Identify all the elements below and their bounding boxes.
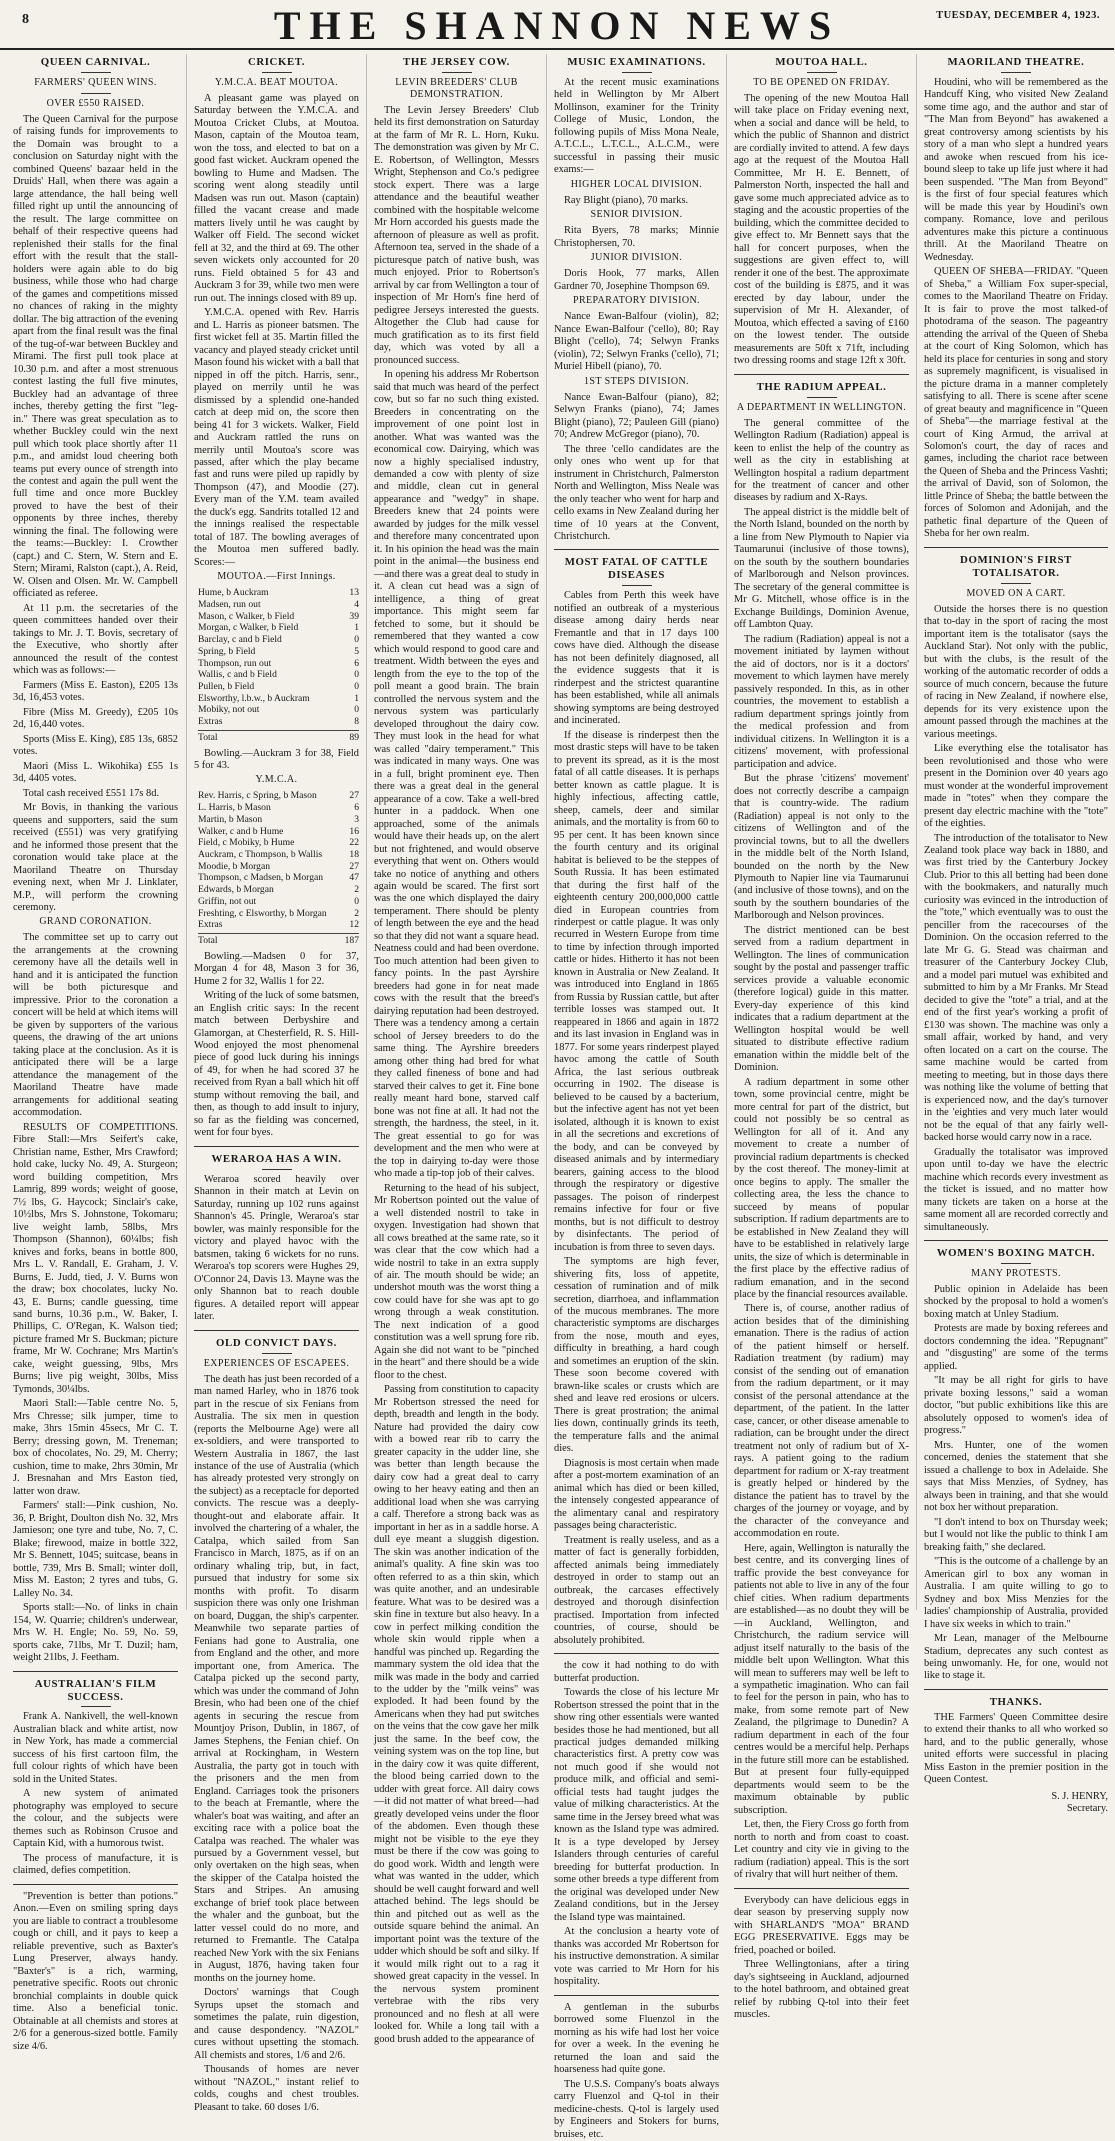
article-paragraph: The district mentioned can be best served from a radium department in Wellington. The lines of communication sought by the postal and passenger traffic services provide a valuable economic (therefore logical) guide in this matter. Every-day experience of this kind indicates that a radium department at the Wellington hospital would be well situated to distribute effective radium emanation within the middle belt of the Dominion. xyxy=(734,924,909,1074)
score-row: Griffin, not out 0 xyxy=(198,895,359,907)
divider xyxy=(1001,1263,1031,1264)
score-row: Morgan, c Walker, b Field 1 xyxy=(198,622,359,634)
score-row: Thompson, c Madsen, b Morgan 47 xyxy=(198,872,359,884)
article-paragraph: the cow it had nothing to do with butterfat production. xyxy=(554,1660,719,1684)
score-row: Extras 12 xyxy=(198,919,359,931)
divider xyxy=(1001,583,1031,584)
article-paragraph: Mrs. Hunter, one of the women concerned, denies the statement that she issued a challenge to box in Adelaide. She says that Miss Menzies, of Sydney, has always been in training, and that she would not box her without preparation. xyxy=(924,1439,1108,1514)
score-row: Mason, c Walker, b Field 39 xyxy=(198,610,359,622)
division-results: Rita Byers, 78 marks; Minnie Christophersen, 70. xyxy=(554,225,719,249)
score-row: Wallis, c and b Field 0 xyxy=(198,669,359,681)
score-row: Spring, b Field 5 xyxy=(198,645,359,657)
boxing-subheadline: MANY PROTESTS. xyxy=(971,1267,1061,1279)
column-1 xyxy=(6,54,185,2052)
section-divider xyxy=(554,549,719,550)
divider xyxy=(81,93,111,94)
score-row: Hume, b Auckram 13 xyxy=(198,587,359,599)
score-row: Rev. Harris, c Spring, b Mason 27 xyxy=(198,790,359,802)
article-paragraph: The general committee of the Wellington Radium (Radiation) appeal is keen to enlist the help of the country as well as the city in establishing at Wellington hospital a radium department for the treatment of cancer and other diseases by radium and X-Rays. xyxy=(734,417,909,504)
convict-subheadline: EXPERIENCES OF ESCAPEES. xyxy=(203,1357,350,1369)
column-5 xyxy=(726,54,916,2021)
article-paragraph: Here, again, Wellington is naturally the best centre, and its converging lines of traffic provide the best conveyance for patients not able to live in any of the four chief cities. When radium departments are established—as no doubt they will be—in Auckland, Wellington, and Christchurch, the radium service will adjust itself naturally to the basis of the middle belt upon Wellington. What this will mean to sufferers may well be left to a sympathetic imagination. Who can fail to feel for the person in pain, who has to make, from some remote part of New Zealand, the pilgrimage to Dunedin? A radium department in each of the four centres would be a merciful help. Perhaps in the future still more can be established. But at present four fully-equipped departments would seem to be the maximum obtainable by public subscription. xyxy=(734,1542,909,1816)
cattle-headline: MOST FATAL OF CATTLE DISEASES xyxy=(564,556,709,582)
thanks-headline: THANKS. xyxy=(989,1695,1043,1708)
article-paragraph: The appeal district is the middle belt of the North Island, bounded on the north by a line from New Plymouth to Napier via Taumarunui (inclusive of those towns), on the south by the southern boundaries of Marlborough and Nelson provinces. The secretary of the general committee is Mr G. Mitchell, whose office is in the Exchange Buildings, Dominion Avenue, off Lambton Quay. xyxy=(734,506,909,631)
cricket-headline: CRICKET. xyxy=(247,56,306,68)
carnival-headline: QUEEN CARNIVAL. xyxy=(40,56,151,68)
score-row: L. Harris, b Mason 6 xyxy=(198,802,359,814)
article-paragraph: Like everything else the totalisator has been revolutionised and those who were present in the Dominion over 40 years ago must wonder at the wonderful improvement made in "totes" when they compare the present day electric machine with the "tote" of the eighties. xyxy=(924,743,1108,830)
article-paragraph: Returning to the head of his subject, Mr Robertson pointed out the value of a well distended nostril to take in oxygen. Investigation had shown that all cows breathed at the same rate, so it was clear that the cow which had a wide nostril to take in an extra supply of air. The mouth should be wide; an undershot mouth was the worst thing a cow could have for she was apt to go wrong through a weak constitution. The next indication of a good constitution was a well sprung fore rib. Again she did not want to be "pinched in the heart" and there should be a wide floor to the chest. xyxy=(374,1182,539,1381)
article-paragraph: Farmers' stall:—Pink cushion, No. 36, P. Bright, Doulton dish No. 32, Mrs Jamieson; one tyre and tube, No. 7, C. Blake; firewood, maize in bottle 322, Mr S. Bennett, 1045; suitcase, beans in bottle, 739, Mrs B. Small; winter doll, Miss M. Easton; 2 tyres and tubs, G. Lalley No. 34. xyxy=(13,1500,178,1599)
article-paragraph: A new system of animated photography was employed to secure the colour, and the subjects were themes such as Robinson Crusoe and Captain Kid, with a humorous twist. xyxy=(13,1788,178,1850)
article-paragraph: The radium (Radiation) appeal is not a movement initiated by laymen without the aid of doctors, nor is it a doctors' movement to which laymen have merely passively responded. In this, as in other countries, the movement to establish a radium department springs jointly from the medical profession and from individual citizens. In Wellington it is a citizens' movement, with professional participation and advice. xyxy=(734,633,909,770)
article-paragraph: Outside the horses there is no question that to-day in the sport of racing the most important item is the totalisator (says the Auckland Star). Not only with the public, but with the clubs, is the result of the working of the automatic recorder of odds a source of much concern, because the future of racing in New Zealand, if nowhere else, depends for its very existence upon the amount passed through the machines at the various meetings. xyxy=(924,603,1108,740)
advertisement: "Prevention is better than potions." Anon.—Even on smiling spring days you are liable to contract a troublesome cough or chill, and it pays to keep a reliable preventive, such as Baxter's Lung Preserver, always handy. "Baxter's" is a rich, warming, penetrative specific. Roots out chronic bronchial complaints in double quick time. Also a beneficial tonic. Obtainable at all chemists and stores at 2/6 for a generous-sized bottle. Family size 4/6. xyxy=(13,1890,178,2052)
score-row: Elsworthy, l.b.w., b Auckram 1 xyxy=(198,692,359,704)
score-row: Thompson, run out 6 xyxy=(198,657,359,669)
signature-name: S. J. HENRY, xyxy=(1051,1790,1108,1802)
article-paragraph: The process of manufacture, it is claimed, defies competition. xyxy=(13,1852,178,1877)
article-paragraph: "I don't intend to box on Thursday week; but I would not like the public to think I am breaking faith," she declared. xyxy=(924,1516,1108,1553)
issue-date: TUESDAY, DECEMBER 4, 1923. xyxy=(936,10,1100,21)
article-paragraph: Let, then, the Fiery Cross go forth from north to north and from coast to coast. Let country and city vie in giving to the radium (radiation) appeal. This is the sort of rivalry that will hurt neither of them. xyxy=(734,1819,909,1881)
article-paragraph: Cables from Perth this week have notified an outbreak of a mysterious disease among dairy herds near Fremantle and that in 17 days 100 cows have died. Although the disease has not been definitely diagnosed, all the evidence suggests that it is rinderpest and the strictest quarantine has been established, while all animals showing symptoms are being destroyed and incinerated. xyxy=(554,590,719,727)
article-paragraph: Mr Lean, manager of the Melbourne Stadium, deprecates any such contest as being unwomanly. He, for one, would not like to stage it. xyxy=(924,1633,1108,1682)
column-3 xyxy=(366,54,546,2045)
score-row: Mobiky, not out 0 xyxy=(198,704,359,716)
divider xyxy=(81,1706,111,1707)
advertisement: Doctors' warnings that Cough Syrups upset the stomach and sometimes the palate, ruin digestion, and cause despondency. "NAZOL" cures without upsetting the stomach. All chemists and stores, 1/6 and 2/6. xyxy=(194,1987,359,2061)
article-paragraph: The symptoms are high fever, shivering fits, loss of appetite, cessation of rumination and of milk secretion, diarrhoea, and inflammation of the mucous membranes. The more characteristic symptoms are discharges from the nose, mouth and eyes, difficulty in breathing, a hard cough and sometimes an eruption of the skin. These soon become covered with brawn-like scales or crusts which are shed and leave red erosions or ulcers. There is great prostration; the animal lies down, continually grinds its teeth, the temperature falls and the animal dies. xyxy=(554,1256,719,1455)
article-paragraph: The Queen Carnival for the purpose of raising funds for improvements to the Domain was brought to a conclusion on Saturday night with the combined Queens' bazaar held in the Druids' Hall, when there was again a large attendance, the hall being well filled right up until the announcing of the result. The large committee on behalf of their respective queens had replenished their stalls for the final effort with the result that the stall-holders were again able to do big business, while those who had charge of the games and competitions missed no chances of raking in the mighty dollar. The big attraction of the evening apart from the final result was the final of the tug-of-war between Buckley and Mirami. The first pull took place at 10.30 p.m. and after a most strenuous contest lasting the full five minutes, Buckley had an advantage of three inches, thereby getting the first "leg-in." There was great speculation as to whether Buckley could win the next pull which took place shortly after 11 p.m., and amidst loud cheering both teams put every ounce of strength into the contest and again the pull went the full time and once more Buckley proved to have the best of their opponents by three inches, thereby winning the final. The following were the teams:—Buckley: I. Crowther (capt.) and C. Stern, W. Stern and E. Stern; Mirami, Ralston (capt.), A. Reid, W. Olsen and Olsen. Mr. W. Campbell officiated as referee. xyxy=(13,113,178,600)
advertisement: Three Wellingtonians, after a tiring day's sightseeing in Auckland, adjourned to the hotel bathroom, and obtained great relief by rubbing Q-tol into their feet muscles. xyxy=(734,1959,909,2021)
article-paragraph: Maori Stall:—Table centre No. 5, Mrs Chresse; silk jumper, time to make, 3hrs 15min 45secs, Mr C. T. Berry; dressing gown, M. Treneman; box of chocolates, No. 29, M. Cherry; cushion, time to make, 2hrs 30min, Mr J. Bresnahan and Mrs Easton tied, latter won draw. xyxy=(13,1398,178,1497)
division-heading: HIGHER LOCAL DIVISION. xyxy=(570,178,703,190)
scorecard-heading: MOUTOA.—First Innings. xyxy=(217,571,336,583)
article-paragraph: At the recent music examinations held in Wellington by Mr Albert Mollinson, examiner for the Trinity College of Music, London, the following pupils of Miss Mona Neale, A.T.C.L., L.T.C.L., A.L.C.M., were successful in passing their music exams:— xyxy=(554,76,719,176)
tote-subheadline: MOVED ON A CART. xyxy=(966,587,1066,599)
article-paragraph: At the conclusion a hearty vote of thanks was accorded Mr Robertson for his instructive demonstration. A similar vote was carried to Mr Horn for his hospitality. xyxy=(554,1926,719,1988)
article-paragraph: Diagnosis is most certain when made after a post-mortem examination of an animal which has died or been killed, the intensely congested appearance of the alimentary canal and respiratory passages being characteristic. xyxy=(554,1457,719,1532)
signature-block xyxy=(924,1791,1108,1816)
weraroa-headline: WERAROA HAS A WIN. xyxy=(211,1152,342,1165)
division-results: Nance Ewan-Balfour (piano), 82; Selwyn Franks (piano), 74; James Blight (piano), 72; Pauleen Gill (piano) 70; Andrew McGregor (piano), 70. xyxy=(554,391,719,441)
advertisement: Everybody can have delicious eggs in dear season by preserving supply now with SHARLAND'S "MOA" BRAND EGG PRESERVATIVE. Eggs may be fried, poached or boiled. xyxy=(734,1894,909,1956)
result-line: Total cash received £551 17s 8d. xyxy=(23,787,160,799)
hall-headline: MOUTOA HALL. xyxy=(775,56,868,68)
article-paragraph: Towards the close of his lecture Mr Robertson stressed the point that in the show ring other essentials were wanted besides those he had mentioned, but all practical judges demanded milking characteristics first. A pretty cow was not much good if she would not produce milk, and official and semi-official tests had taught judges the value of milking characteristics. At the same time in the Jersey breed what was known as the Island type was admired. It is a type developed by Jersey Islanders through centuries of careful breeding for butterfat production. In some other breeds a type different from the original was developed under New Zealand conditions, but in the Jersey the Island type was maintained. xyxy=(554,1687,719,1923)
divider xyxy=(81,72,111,73)
cricket-subheadline: Y.M.C.A. BEAT MOUTOA. xyxy=(214,76,339,88)
divider xyxy=(262,1353,292,1354)
section-divider xyxy=(924,1689,1108,1690)
advertisement: A gentleman in the suburbs borrowed some Fluenzol in the morning as his wife had lost her voice for over a week. In the evening he returned the loan and said the hoarseness had quite gone. xyxy=(554,2001,719,2076)
score-total: Total 187 xyxy=(198,934,359,946)
coronation-subheadline: GRAND CORONATION. xyxy=(39,916,152,928)
page-number: 8 xyxy=(22,12,29,27)
column-4 xyxy=(546,54,726,2140)
boxing-headline: WOMEN'S BOXING MATCH. xyxy=(936,1247,1096,1259)
article-paragraph: Protests are made by boxing referees and doctors condemning the idea. "Repugnant" and "disgusting" are some of the terms applied. xyxy=(924,1323,1108,1372)
newspaper-title: THE SHANNON NEWS xyxy=(273,3,841,48)
article-paragraph: Y.M.C.A. opened with Rev. Harris and L. Harris as pioneer batsmen. The first wicket fell at 35. Martin filled the vacancy and played steady cricket until Mason found his wicket with a ball that nipped in off the pitch. Harris, senr., played on merrily until he was dismissed by a splendid one-handed catch at deep mid on, the score then being 41 for 3 wickets. Walker, Field and Auckram rattled the runs on merrily until Moutoa's score was passed, after which the play became fast and runs were piled up rapidly by Thompson (47), and Moodie (27). Every man of the Y.M. team availed the duck's egg. Sandrits totalled 12 and the innings realised the respectable total of 187. The bowling averages of the Moutoa men suffered badly. Scores:— xyxy=(194,307,359,568)
section-divider xyxy=(554,1653,719,1654)
division-heading: 1ST STEPS DIVISION. xyxy=(584,375,689,387)
article-paragraph: The opening of the new Moutoa Hall will take place on Friday evening next, when a social and dance will be held, to which the public of Shannon and district are cordially invited to attend. A few days ago at the request of the Moutoa Hall Committee, Mr H. E. Bennett, of Palmerston North, inspected the hall and gave some much appreciated advice as to staging and the acoustic properties of the building, which the committee decided to give effect to. Mr Bennett says that the hall for concert purposes, when the suggestions are given effect to, will render it one of the best. The approximate cost of the building is £875, and it was erected by day labour, under the supervision of Mr H. Alexander, of Moutoa, which effected a saving of £160 on the lowest tender. The outside measurements are 50ft x 71ft, including two dressing rooms and stage 12ft x 30ft. xyxy=(734,92,909,367)
jersey-subheadline: LEVIN BREEDERS' CLUB DEMONSTRATION. xyxy=(395,76,518,100)
result-line: Farmers (Miss E. Easton), £205 13s 3d, 16,453 votes. xyxy=(13,679,178,704)
carnival-subheadline-2: OVER £550 RAISED. xyxy=(46,97,145,109)
article-paragraph: "It may be all right for girls to have private boxing lessons," said a woman doctor, "but public exhibitions like this are absolutely opposed to women's idea of progress." xyxy=(924,1375,1108,1437)
article-paragraph: Frank A. Nankivell, the well-known Australian black and white artist, now in New York, has made a commercial success of his first cartoon film, the full colour rights of which have been sold in the United States. xyxy=(13,1711,178,1785)
article-paragraph: The death has just been recorded of a man named Harley, who in 1876 took part in the rescue of six Fenians from Australia. The six men in question (reports the Melbourne Age) were all ex-soldiers, and were transported to Western Australia in 1867, the last instance of the use of Australia (which has already protested very strongly on the subject) as a receptacle for deported convicts. The rescue was a deeply-thought-out and elaborate affair. It involved the chartering of a whaler, the Catalpa, which sailed from San Francisco in March, 1875, as if on an ordinary whaling trip, but, in fact, pursued that industry for some six months with profit. To disarm suspicion there was only one Irishman on board, Duggan, the ship's carpenter. Meanwhile two separate parties of Fenians had gone to Australia, one from England and the other, and more important one, from America. The Catalpa picked up the second party, which was under the command of John Bresin, who had been one of the chief agents in securing the rescue from Mountjoy Prison, Dublin, in 1867, of James Stephens, the Fenian chief. On arrival at Rockingham, in Western Australia, the party got in touch with the prisoners and the men from England. Carriages took the prisoners to the beach at Fremantle, where the whaler's boat was waiting, and after an exciting race with a police boat the Catalpa was reached. The whaler was pursued by a Government vessel, but only overtaken on the high seas, when the skipper of the Catalpa hoisted the Stars and Stripes. An amusing exchange of brief took place between the whaler and the gunboat, but the latter vessel could do no more, and returned to Fremantle. The Catalpa reached New York with the six Fenians in August, 1876, having taken four months on the journey home. xyxy=(194,1373,360,1984)
division-results: Nance Ewan-Balfour (violin), 82; Nance Ewan-Balfour ('cello), 80; Ray Blight ('cello), 74; Selwyn Franks (violin), 72; Selwyn Franks ('cello), 71; Muriel Hibell (piano), 70. xyxy=(554,311,719,373)
divider xyxy=(807,72,837,73)
ymca-scorecard xyxy=(198,790,359,946)
section-divider xyxy=(924,547,1108,548)
article-paragraph: There is, of course, another radius of action besides that of the diminishing emanation. There is the radius of action of the patient himself or herself. Radiation treatment (by radium) may consist of the sending out of emanation from the radium department, or it may consist of the personal attendance at the department, of the patient. In the latter case, cancer, or other disease amenable to radiation, can be brought under the direct treatment not only of radium but of X-rays. A patient going to the radium department for radium or X-ray treatment is greatly helped or hindered by the distance the patient has to travel by the charges of the journey or voyage, and by the character of the conveyance and accommodation en route. xyxy=(734,1303,909,1540)
radium-headline: THE RADIUM APPEAL. xyxy=(756,380,887,393)
jersey-headline: THE JERSEY COW. xyxy=(403,56,510,68)
score-total: Total 89 xyxy=(198,731,359,743)
tote-headline: DOMINION'S FIRST TOTALISATOR. xyxy=(960,553,1072,579)
section-divider xyxy=(924,1240,1108,1241)
score-row: Field, c Mobiky, b Hume 22 xyxy=(198,837,359,849)
divider xyxy=(262,72,292,73)
score-row: Madsen, run out 4 xyxy=(198,599,359,611)
bowling-summary: Bowling.—Madsen 0 for 37, Morgan 4 for 48, Mason 3 for 36, Hume 2 for 32, Wallis 1 for 22. xyxy=(194,950,359,987)
article-paragraph: Gradually the totalisator was improved upon until to-day we have the electric machine which records every investment as the ticket is issued, and no matter how many tickets are taken on a horse at the same moment all are recorded correctly and simultaneously. xyxy=(924,1146,1108,1233)
divider xyxy=(262,1169,292,1170)
score-row: Edwards, b Morgan 2 xyxy=(198,884,359,896)
article-paragraph: The introduction of the totalisator to New Zealand took place way back in 1880, and was first tried by the Canterbury Jockey Club. Prior to this all betting had been done with the bookmakers, and naturally much curiosity was evinced in the introduction of the "tote," which eventually was to oust the penciller from the racecourses of the Dominion. On the occasion referred to the late Mr G. G. Stead was chairman and treasurer of the Canterbury Jockey Club, and a model pari mutuel was exhibited and submitted to him by a Mr Franks. Mr Stead decided to give the "tote" a trial, and at the end of the first year's working a profit of £130 was shown. The machine was only a small affair, worked by hand, and very often located on a cart on the course. The same machine would be carted from meeting to meeting, but in those days there was nothing like the volume of betting that is experienced now, and the day's turnover in the 'eighties and very much later would not be the equal of that any fairly well-backed horse would carry now in a race. xyxy=(924,832,1108,1144)
film-headline: AUSTRALIAN'S FILM SUCCESS. xyxy=(34,1677,157,1703)
scorecard-heading: Y.M.C.A. xyxy=(255,774,298,786)
article-paragraph: If the disease is rinderpest then the most drastic steps will have to be taken to prevent its spread, as it is the most fatal of all cattle diseases. It is perhaps better known as cattle plague. It is highly infectious, affecting cattle, sheep, camels, deer and similar animals, and the mortality is from 60 to 95 per cent. It has been known since the fourth century and its original habitat is believed to be the steppes of South Russia. It has been estimated that during the first half of the eighteenth century 200,000,000 cattle died in European countries from rinderpest or cattle plague. It was only recurred in Western Europe from time to time by infection through imported cattle or hides. Hitherto it has not been known in Australia or New Zealand. It was introduced into England in 1865 from Russia by Russian cattle, but after terrible losses was stamped out. It reappeared in 1866 and again in 1872 and its last invasion in England was in 1877. For some years rinderpest played havoc among the cattle of South Africa, the last serious outbreak occurring in 1902. The disease is believed to be caused by a bacterium, but the infective agent has not yet been isolated, although it is known to exist in all the secretions and excretions of the body, and can be conveyed by diseased animals and by intermediary bearers, gaining access to the blood through the respiratory or digestive passages. The poison of rinderpest remains infective for four or five months, but is not difficult to destroy by disinfectants. The period of incubation is from three to seven days. xyxy=(554,729,719,1253)
article-paragraph: RESULTS OF COMPETITIONS. Fibre Stall:—Mrs Seifert's cake, Christian name, Esther, Mrs Crawford; hold cake, lucky No. 49, A. Sturgeon; word building competition, Mrs Lamrig, 899 words; weight of goose, 7½ lbs, G. Haycock; Sinclair's cake, 10½lbs, Mrs S. Johnstone, Tokomaru; live weight lamb, 58lbs, Mrs Thompson (Shannon), 60¼lbs; fish knives and forks, beans in bottle 800, Mrs L. V. Randall, E. Graham, J. V. Burns, E. Judd, tied, J. V. Burns won the draw; box chocolates, lucky No. 43, E. Burns; candle guessing, time sand burns, 10.36 p.m., W. Baker, I. Phillips, C. O'Regan, K. Walson tied; picture framed Mr S. Buckman; picture frame, Mr W. Cochrane; Mrs Martin's cake, weight guessing, 9lbs, Mrs Burns; live pig weight, 30lbs, Miss Tymonds, 30¼lbs. xyxy=(13,1121,178,1395)
article-paragraph: Houdini, who will be remembered as the Handcuff King, who visited New Zealand some time ago, and the author and star of "The Man from Beyond" has awakened a great controversy among scientists by his story of a man who slept a hundred years and awoke when rescued from his ice-bound sleep to take up life just where it had been suspended. "The Man from Beyond" is the first of four special features which will be made this year by Houdini's own company. Romance, love and perilous adventures make this picture a continuous thrill. At the Maoriland Theatre on Wednesday. xyxy=(924,76,1108,263)
article-paragraph: The committee set up to carry out the arrangements at the crowning ceremony have all the details well in hand and it is anticipated the function will be both picturesque and impressive. Prior to the coronation a concert will be held at which items will be given by supporters of the various queens, the drawing of the art unions taking place at the conclusion. As it is anticipated there will be a large attendance the management of the Maoriland Theatre have made arrangements for additional seating accommodation. xyxy=(13,932,178,1119)
section-divider xyxy=(554,1995,719,1996)
divider xyxy=(1001,72,1031,73)
advertisement: The U.S.S. Company's boats always carry Fluenzol and Q-tol in their medicine-chests. Q-tol is largely used by Engineers and Stokers for burns, bruises, etc. xyxy=(554,2078,719,2140)
article-paragraph: Public opinion in Adelaide has been shocked by the proposal to hold a women's boxing match at Unley Stadium. xyxy=(924,1283,1108,1320)
score-row: Barclay, c and b Field 0 xyxy=(198,634,359,646)
article-paragraph: But the phrase 'citizens' movement' does not correctly describe a campaign that is country-wide. The radium (Radiation) appeal is not only to the citizens of Wellington and of the provincial towns, but to all the dwellers in the middle belt of the North Island, bounded on the north by the New Plymouth to Napier line via Taumarunui (and inclusive of those towns), and on the south by the southern boundaries of the Marlborough and Nelson provinces. xyxy=(734,773,909,922)
convict-headline: OLD CONVICT DAYS. xyxy=(216,1336,337,1349)
thanks-notice: THE Farmers' Queen Committee desire to extend their thanks to all who worked so hard, and to the public generally, whose united efforts were successful in placing Miss Easton in the premier position in the Queen Contest. xyxy=(924,1711,1108,1786)
section-divider xyxy=(194,1146,359,1147)
score-row: Walker, c and b Hume 16 xyxy=(198,825,359,837)
article-paragraph: Mr Bovis, in thanking the various queens and supporters, said the sum received (£551) was very gratifying and he informed those present that the coronation would take place at the Maoriland Theatre on Thursday evening next, when Mr J. Linklater, M.P., will perform the crowning ceremony. xyxy=(13,802,178,913)
division-results: Ray Blight (piano), 70 marks. xyxy=(564,194,689,206)
column-6 xyxy=(916,54,1115,1815)
article-paragraph: Writing of the luck of some batsmen, an English critic says: In the recent match between Derbyshire and Glamorgan, at Chesterfield, R. S. Hill-Wood enjoyed the most phenomenal piece of good luck during his innings of 49, for when he had scored 37 he received from Ryan a ball which hit off stump without removing the bail, and then, as though to add insult to injury, so far as the fielding was concerned, went for four byes. xyxy=(194,990,359,1139)
section-divider xyxy=(194,1330,359,1331)
score-row: Extras 8 xyxy=(198,716,359,728)
article-paragraph: Treatment is really useless, and as a matter of fact is generally forbidden, affected animals being immediately destroyed in order to stamp out an outbreak, the carcases effectively destroyed and thorough disinfection practised. Importation from infected countries, of course, should be absolutely prohibited. xyxy=(554,1534,719,1646)
result-line: Fibre (Miss M. Greedy), £205 10s 2d, 16,440 votes. xyxy=(13,706,178,731)
article-paragraph: At 11 p.m. the secretaries of the queen committees handed over their takings to Mr. J. T. Bovis, secretary of the Executive, who shortly after announced the result of the contest which was as follows:— xyxy=(13,602,178,677)
article-paragraph: The Levin Jersey Breeders' Club held its first demonstration on Saturday at the farm of Mr R. L. Horn, Kuku. The demonstration was given by Mr C. E. Robertson, of Wellington, Messrs Wright, Stephenson and Co.'s pedigree stock expert. There was a large attendance and the beautiful weather combined with the hospitable welcome Mr Horn accorded his guests made the afternoon of pleasure as well as profit. Afternoon tea, served in the shade of a picturesque patch of native bush, was much enjoyed. Prior to Robertson's arrival by car from Wellington a tour of inspection of Mr Horn's fine herd of pedigree Jerseys interested the guests. Altogether the Club had cause for much gratification as to its first field day, which was voted by all a pronounced success. xyxy=(374,104,539,366)
division-heading: JUNIOR DIVISION. xyxy=(590,252,683,264)
division-results: Doris Hook, 77 marks, Allen Gardner 70, Josephine Thompson 69. xyxy=(554,268,719,292)
article-paragraph: The three 'cello candidates are the only ones who went up for that instrument in Christchurch, Palmerston North and Wellington, Miss Neale was the only teacher who went for harp and cello exams in New Zealand during her time of 10 years at the Convent, Christchurch. xyxy=(554,443,719,542)
article-paragraph: In opening his address Mr Robertson said that much was heard of the perfect cow, but so far no such thing existed. Breeders in concentrating on the improvement of one point lost in another. What was wanted was the economical cow. Dairying, which was now a highly specialised industry, demanded a cow with plenty of size and middle, clean cut in general appearance and "wedgy" in shape. Breeders knew that 24 points were awarded by judges for the milk vessel and therefore many concentrated upon it. In his opinion the head was the main point in the animal—the business end—and there was a great deal to study in it. A clean cut head was a sign of intelligence, a thing of great importance. This might seem far fetched to some, but it should be remembered that they wanted a cow which would respond to good care and treatment. Width between the eyes and length from the eye to the top of the poll meant a good brain. The brain controlled the nervous system and the nervous system was particularly developed throughout the dairy cow. They must look in the head for what was called "dairy temperament." This was indicated in many ways. One was in a full, bright prominent eye. Then there was a great deal in the general appearance of a cow. Take a well-bred hunter in a paddock. When one approached, some of the animals would have their heads up, on the alert but not frightened, and would observe everything that went on. Others would take no notice of anything and others again would be scared. The first sort was the one which displayed the dairy temperament. There should be plenty of length between the eye and the head so that they did not want a square head. Neatness could and had been overdone. Too much attention had been given to fancy points. In the past Ayrshire breeders had gone in for neat made cows with the result that the breed's dairying reputation had been destroyed. There was a tendency among a certain school of Jersey breeders to do the same thing. The Ayrshire breeders among other thing had bred for what they called fineness of bone and had starved their calves to get it. Fine bone really meant hard bone, starved calf bone was not fine at all. It had not the strength, the hardness, the steel, in it. The great essential to go for was development and the men who were at the top in dairying to-day were those who made a tip-top job of their calves. xyxy=(374,369,539,1180)
theatre-headline: MAORILAND THEATRE. xyxy=(947,56,1085,68)
article-paragraph: "This is the outcome of a challenge by an American girl to box any woman in Australia. I am quite willing to go to Sydney and box Miss Menzies for the ladies' championship of Australia, provided I have six weeks in which to train." xyxy=(924,1556,1108,1630)
division-heading: PREPARATORY DIVISION. xyxy=(573,295,700,307)
signature-title: Secretary. xyxy=(1066,1803,1108,1815)
advertisement: Thousands of homes are never without "NAZOL," instant relief to colds, coughs and chest troubles. Pleasant to take. 60 doses 1/6. xyxy=(194,2064,359,2113)
article-paragraph: Sports stall:—No. of links in chain 154, W. Quarrie; children's underwear, Mrs W. H. Engle; No. 59, No. 59, sports cake, 71lbs, Mr T. Duzil; ham, weight 21lbs, J. Feetham. xyxy=(13,1602,178,1664)
score-row: Martin, b Mason 3 xyxy=(198,813,359,825)
column-2 xyxy=(186,54,366,2113)
radium-subheadline: A DEPARTMENT IN WELLINGTON. xyxy=(736,401,907,413)
article-paragraph: QUEEN OF SHEBA—FRIDAY. "Queen of Sheba," a William Fox super-special, comes to the Maoriland Theatre on Friday. It is fair to prove the most talked-of photodrama of the season. The pageantry attending the arrival of the Queen of Sheba at the court of King Solomon, which has held its place for centuries in song and story as supremely magnificent, is visualised in the picture drama in a manner completely satisfying to all. There is scene after scene of great beauty and magnificence in "Queen of Sheba"—the marriage festival at the court of King Armud, the arrival at Solomon's court, the day of races and games, including the chariot race between the Queen of Sheba and the Princess Vashti; the arrival of David, son of Solomon, the little Prince of Sheba; the battle between the forces of Solomon and Adonijah, and the pathetic final departure of the Queen of Sheba for her own realm. xyxy=(924,266,1108,540)
carnival-subheadline: FARMERS' QUEEN WINS. xyxy=(34,76,157,88)
result-line: Sports (Miss E. King), £85 13s, 6852 votes. xyxy=(13,733,179,758)
score-row: Freshting, c Elsworthy, b Morgan 2 xyxy=(198,907,359,919)
moutoa-scorecard xyxy=(198,587,359,743)
section-divider xyxy=(13,1884,178,1885)
result-line: Maori (Miss L. Wikohika) £55 1s 3d, 4405 votes. xyxy=(13,760,178,785)
divider xyxy=(807,397,837,398)
divider xyxy=(622,585,652,586)
score-row: Auckram, c Thompson, b Wallis 18 xyxy=(198,848,359,860)
divider xyxy=(622,72,652,73)
division-heading: SENIOR DIVISION. xyxy=(590,209,683,221)
section-divider xyxy=(13,1671,178,1672)
article-paragraph: A pleasant game was played on Saturday between the Y.M.C.A. and Moutoa Cricket Clubs, at Moutoa. Mason, captain of the Moutoa team, won the toss, and elected to bat on a good fast wicket. Auckram opened the bowling to Hume and Madsen. The scoring went along steadily until Madsen was run out. Mason (captain) filled the vacant crease and made matters lively until he was caught by Walker off Field. The second wicket fell at 32, and the third at 69. The other seven wickets only accounted for 20 runs. Field obtained 5 for 43 and Auckram 3 for 39, while two men were run out. The innings closed with 89 up. xyxy=(194,92,359,304)
divider xyxy=(442,72,472,73)
score-row: Moodie, b Morgan 27 xyxy=(198,860,359,872)
article-paragraph: Weraroa scored heavily over Shannon in their match at Levin on Saturday, running up 102 runs against Shannon's 45. Pringle, Weraroa's star bowler, was mainly responsible for the victory and played havoc with the batsmen, taking 6 wickets for no runs. Weraroa's top scorers were Hughes 29, O'Connor 24, Davis 13. Mayne was the only Shannon bat to reach double figures. A detailed report will appear later. xyxy=(194,1173,359,1323)
section-divider xyxy=(734,1888,909,1889)
section-divider xyxy=(734,374,909,375)
article-paragraph: A radium department in some other town, some provincial centre, might be more central for part of the district, but could not possibly be so central as Wellington for all of it. And any movement to create a number of provincial radium departments is checked by the cost thereof. The money-limit at once begins to apply. The smaller the collecting area, the less the chance to succeed by means of popular subscription. If radium departments are to be established in New Zealand they will have to be established in relatively large units, the size of which is determinable in the first place by the effective radius of radium emanation, and in the second place by the financial resources available. xyxy=(734,1076,909,1300)
article-paragraph: Passing from constitution to capacity Mr Robertson stressed the need for depth, breadth and length in the body. Nature had provided the dairy cow with a bowed rear rib to carry the greater capacity in the udder line, she was better than length because the dairy cow had a great deal to carry owing to her heavy eating and then an additional load when she was carrying a calf. Therefore a strong back was as important in her as in a saddle horse. A dull eye meant a sluggish digestion. The skin was another indication of the animal's quality. A fine skin was too often referred to as a thin skin, which was quite another, and an undesirable feature. What was to be desired was a skin fine in texture but also heavy. In a cow in perfect milking condition the whole skin would ripple when a handful was pinched up. Regarding the mammary system the old idea that the milk was made in the body and carried to the udder by the "milk veins" was exploded. It had been found by the Americans when they had put switches on the veins that the cow gave her milk just the same. In the beef cow, the veining system was on the top line, but in the dairy cow it was quite different, the blood being carried down to the udder with great force. All dairy cows—it did not matter of what breed—had greatly developed veins under the floor of the abdomen. Even though these might not be visible to the eye they must be there if the cow was going to do good work. Width and length were what was wanted in the udder, which should be well caught forward and well attached behind. The legs should be thin and pitched out as well as the outside square behind the animal. An important point was the texture of the udder which should be soft and silky. If it would milk right out to a rag it showed great capacity in the vessel. In the nervous system prominent vertebrae with the ribs very pronounced and no flesh at all were looked for. While a long tail with a good brush added to the appearance of xyxy=(374,1384,539,2045)
score-row: Pullen, b Field 0 xyxy=(198,680,359,692)
music-headline: MUSIC EXAMINATIONS. xyxy=(567,56,706,68)
hall-subheadline: TO BE OPENED ON FRIDAY. xyxy=(753,76,890,88)
bowling-summary: Bowling.—Auckram 3 for 38, Field 5 for 43. xyxy=(194,747,359,771)
masthead xyxy=(0,0,1114,50)
